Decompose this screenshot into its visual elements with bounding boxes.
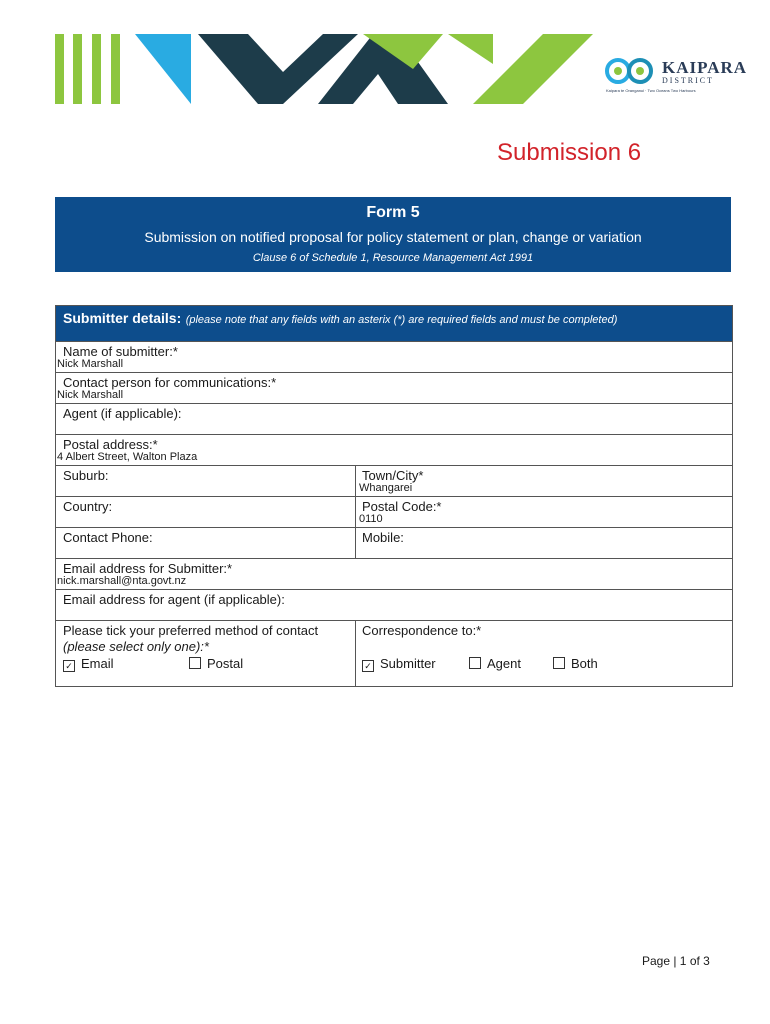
row-agent-email[interactable]	[56, 589, 732, 620]
contact-method-note: (please select only one):*	[63, 639, 209, 654]
logo-name: KAIPARA	[662, 58, 748, 77]
corr-both-label: Both	[571, 656, 598, 671]
corr-submitter-option[interactable]	[362, 656, 436, 672]
corr-both-option[interactable]	[553, 656, 598, 671]
logo-district: DISTRICT	[662, 76, 714, 85]
details-header	[56, 306, 732, 341]
form-title: Form 5	[366, 204, 420, 221]
row-postal-address[interactable]	[56, 434, 732, 465]
details-note: (please note that any fields with an asterix (*) are required fields and must be completed)	[185, 314, 618, 326]
postal-address-label: Postal address:*	[63, 437, 158, 452]
method-email-label: Email	[81, 656, 114, 671]
postal-address-field[interactable]: 4 Albert Street, Walton Plaza	[57, 451, 198, 463]
phone-cell[interactable]	[56, 528, 356, 558]
corr-agent-checkbox[interactable]	[469, 657, 481, 669]
submitter-name-label: Name of submitter:*	[63, 344, 178, 359]
postcode-cell[interactable]	[355, 497, 732, 527]
kaipara-logo	[604, 56, 748, 96]
page-number: Page | 1 of 3	[642, 954, 710, 968]
form-clause: Clause 6 of Schedule 1, Resource Management Act 1991	[252, 252, 534, 264]
corr-agent-label: Agent	[487, 656, 521, 671]
town-cell[interactable]	[355, 466, 732, 496]
corr-submitter-checkbox[interactable]: ✓	[362, 660, 374, 672]
agent-label: Agent (if applicable):	[63, 406, 182, 421]
corr-agent-option[interactable]	[469, 656, 521, 671]
corr-both-checkbox[interactable]	[553, 657, 565, 669]
email-label: Email address for Submitter:*	[63, 561, 233, 576]
row-suburb-town	[56, 465, 732, 496]
suburb-cell[interactable]	[56, 466, 356, 496]
method-postal-option[interactable]	[189, 656, 243, 671]
mobile-cell[interactable]	[355, 528, 732, 558]
row-submitter-name[interactable]	[56, 341, 732, 372]
email-field[interactable]: nick.marshall@nta.govt.nz	[57, 575, 187, 587]
row-agent[interactable]	[56, 403, 732, 434]
kaipara-swirl-icon	[604, 56, 660, 86]
contact-person-label: Contact person for communications:*	[63, 375, 277, 390]
form-subtitle: Submission on notified proposal for policy statement or plan, change or variation	[144, 229, 642, 245]
town-field[interactable]: Whangarei	[359, 482, 413, 494]
method-postal-checkbox[interactable]	[189, 657, 201, 669]
method-email-checkbox[interactable]: ✓	[63, 660, 75, 672]
correspondence-label: Correspondence to:*	[362, 623, 482, 638]
submitter-name-field[interactable]: Nick Marshall	[57, 358, 124, 370]
row-contact-person[interactable]	[56, 372, 732, 403]
row-country-postcode	[56, 496, 732, 527]
logo-tagline: Kaipara te Oranganui · Two Oceans Two Harbours	[606, 88, 696, 93]
town-label: Town/City*	[362, 468, 424, 483]
country-cell[interactable]	[56, 497, 356, 527]
submitter-details-table	[55, 305, 733, 687]
row-phone-mobile	[56, 527, 732, 558]
mobile-label: Mobile:	[362, 530, 404, 545]
submission-title: Submission 6	[497, 139, 642, 166]
method-email-option[interactable]	[63, 656, 114, 672]
corr-submitter-label: Submitter	[380, 656, 436, 671]
method-postal-label: Postal	[207, 656, 244, 671]
suburb-label: Suburb:	[63, 468, 109, 483]
agent-email-label: Email address for agent (if applicable):	[63, 592, 285, 607]
details-heading: Submitter details:	[63, 310, 182, 326]
postcode-field[interactable]: 0110	[359, 513, 383, 525]
header-banner-graphic	[53, 34, 593, 104]
contact-person-field[interactable]: Nick Marshall	[57, 389, 124, 401]
row-email[interactable]	[56, 558, 732, 589]
country-label: Country:	[63, 499, 113, 514]
form-header	[55, 197, 731, 272]
contact-method-cell	[56, 621, 356, 686]
phone-label: Contact Phone:	[63, 530, 153, 545]
correspondence-cell	[355, 621, 732, 686]
postcode-label: Postal Code:*	[362, 499, 442, 514]
contact-method-label: Please tick your preferred method of contact	[63, 623, 319, 638]
row-contact-preferences	[56, 620, 732, 686]
